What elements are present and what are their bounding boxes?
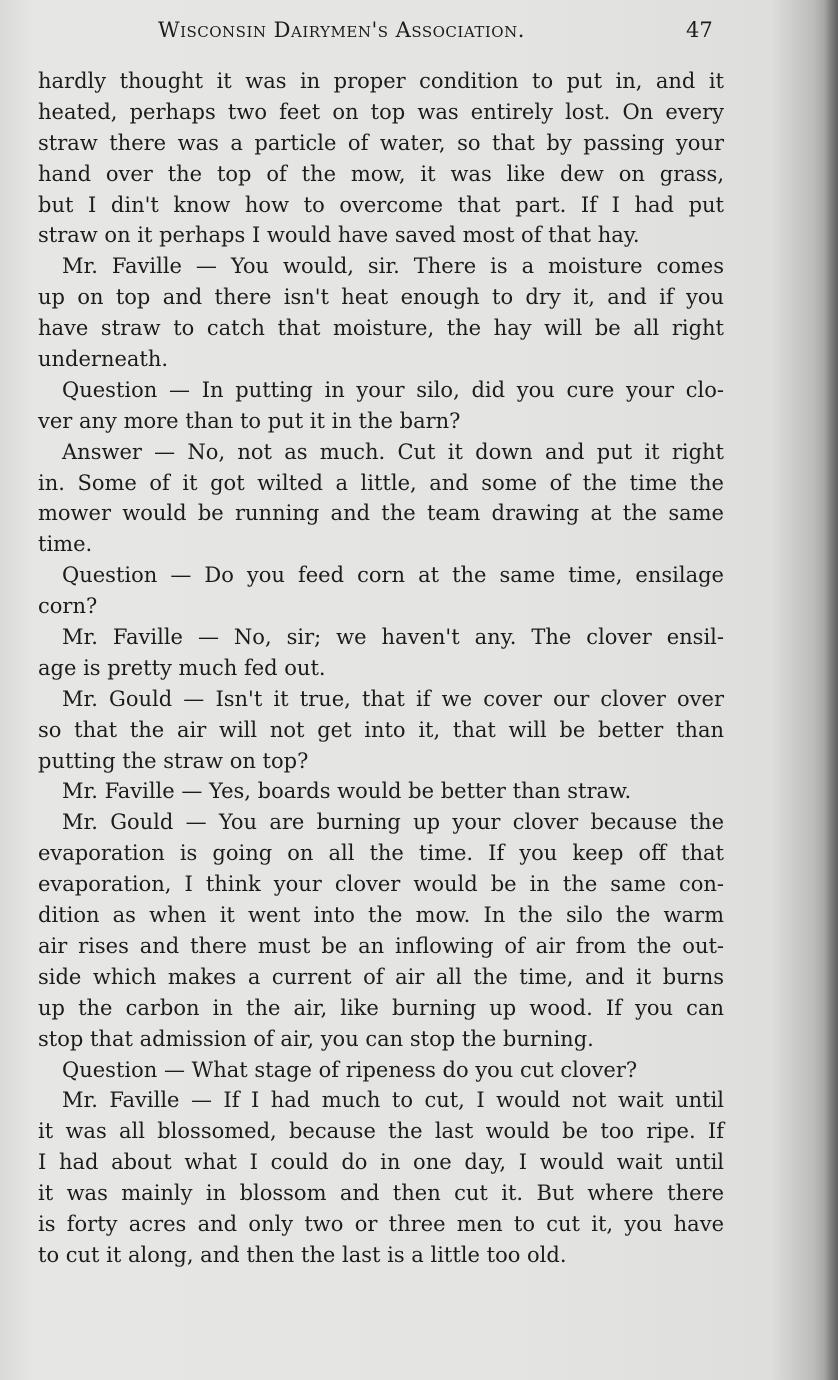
text-line: I had about what I could do in one day, I would wait until xyxy=(38,1150,724,1175)
text-line: it was mainly in blossom and then cut it. But where there xyxy=(38,1181,724,1206)
text-line: Mr. Faville — No, sir; we haven't any. The clover ensil- xyxy=(62,625,724,650)
text-line: Mr. Gould — Isn't it true, that if we cover our clover over xyxy=(62,686,724,711)
running-title: Wisconsin Dairymen's Association. xyxy=(158,18,525,42)
text-line: time. xyxy=(38,532,93,557)
body-text xyxy=(38,66,724,1271)
text-line: evaporation is going on all the time. If you keep off that xyxy=(38,841,724,866)
text-line: Answer — No, not as much. Cut it down and put it right xyxy=(62,439,724,464)
text-line: so that the air will not get into it, that will be better than xyxy=(38,717,724,742)
text-line: hand over the top of the mow, it was like dew on grass, xyxy=(38,161,724,186)
text-line: Mr. Faville — Yes, boards would be better than straw. xyxy=(62,779,632,804)
text-line: dition as when it went into the mow. In the silo the warm xyxy=(38,903,724,928)
text-line: evaporation, I think your clover would be in the same con- xyxy=(38,872,724,897)
text-line: heated, perhaps two feet on top was entirely lost. On every xyxy=(38,99,724,124)
text-line: putting the straw on top? xyxy=(38,748,309,773)
text-line: Mr. Faville — If I had much to cut, I would not wait until xyxy=(62,1088,724,1113)
text-line: up the carbon in the air, like burning up wood. If you can xyxy=(38,995,724,1020)
text-line: hardly thought it was in proper condition to put in, and it xyxy=(38,69,724,93)
text-line: air rises and there must be an inflowing of air from the out- xyxy=(38,933,724,958)
text-line: is forty acres and only two or three men to cut it, you have xyxy=(38,1211,724,1236)
text-line: in. Some of it got wilted a little, and some of the time the xyxy=(38,470,724,495)
text-line: up on top and there isn't heat enough to dry it, and if you xyxy=(38,285,724,310)
text-line: corn? xyxy=(38,594,98,619)
text-line: underneath. xyxy=(38,347,169,372)
text-line: have straw to catch that moisture, the hay will be all right xyxy=(38,316,724,341)
text-line: Mr. Gould — You are burning up your clover because the xyxy=(62,810,724,835)
text-line: Question — What stage of ripeness do you cut clover? xyxy=(62,1057,638,1082)
text-line: but I din't know how to overcome that part. If I had put xyxy=(38,192,724,217)
text-line: it was all blossomed, because the last would be too ripe. If xyxy=(38,1119,724,1144)
text-line: straw there was a particle of water, so that by passing your xyxy=(38,130,724,155)
page-edge-shadow xyxy=(824,0,838,1380)
text-line: side which makes a current of air all the time, and it burns xyxy=(38,964,724,989)
text-line: to cut it along, and then the last is a little too old. xyxy=(38,1242,567,1267)
text-line: Question — In putting in your silo, did you cure your clo- xyxy=(62,377,724,402)
text-line: ver any more than to put it in the barn? xyxy=(38,408,461,433)
text-line: mower would be running and the team drawing at the same xyxy=(38,501,724,526)
text-line: Mr. Faville — You would, sir. There is a moisture comes xyxy=(62,254,724,279)
text-line: stop that admission of air, you can stop the burning. xyxy=(38,1026,594,1051)
text-line: age is pretty much fed out. xyxy=(38,655,326,680)
text-line: straw on it perhaps I would have saved most of that hay. xyxy=(38,223,640,248)
running-header xyxy=(158,18,718,48)
page-number: 47 xyxy=(686,18,713,42)
text-line: Question — Do you feed corn at the same time, ensilage xyxy=(62,563,724,588)
